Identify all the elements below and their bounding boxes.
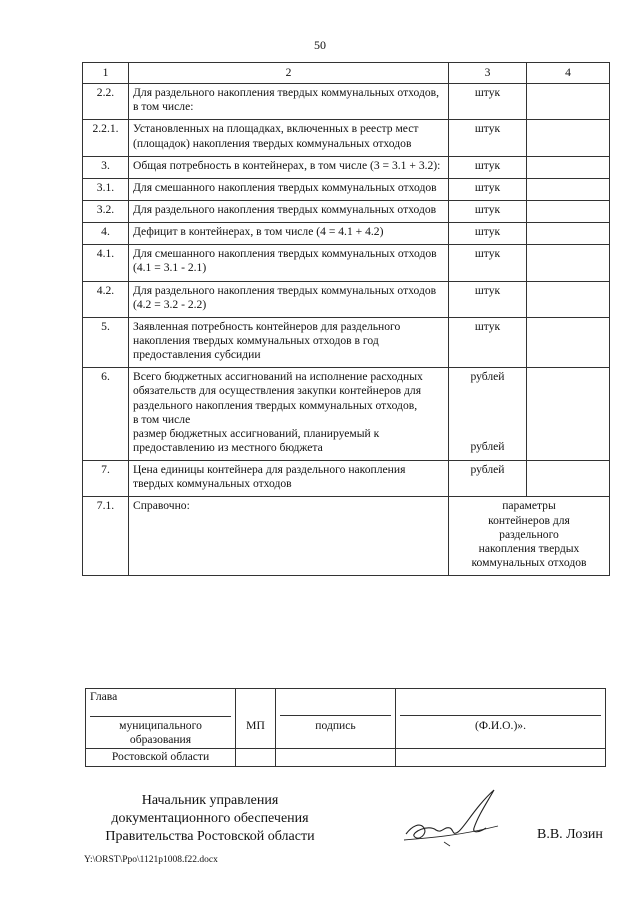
header-cell: 2 [129,63,449,84]
row-description: Для раздельного накопления твердых коммунальных отходов [129,200,449,222]
row-unit: штук [449,245,527,281]
position-title: Начальник управления документационного обеспечения Правительства Ростовской области [105,793,315,845]
table-header-row [83,63,610,84]
header-cell: 4 [527,63,610,84]
header-cell: 1 [83,63,129,84]
row-value [527,461,610,497]
mp-label: МП [236,718,276,749]
table-row-7 [83,461,610,497]
page-number: 50 [314,38,326,52]
row-value [527,120,610,156]
table-row [83,84,610,120]
table-row-7-1 [83,497,610,576]
row-description [129,368,449,461]
row-value [527,223,610,245]
glava-label: Глава [90,690,118,703]
row-value [527,281,610,317]
table-row-6 [83,368,610,461]
signature-table [85,688,606,767]
region-label: Ростовской области [86,749,236,766]
table-row [83,245,610,281]
row-unit [449,368,527,461]
row-value [527,317,610,367]
fio-underline [400,703,601,716]
row-number: 7. [83,461,129,497]
table-row [83,223,610,245]
container-parameters-cell [449,497,610,576]
row-number: 4.2. [83,281,129,317]
table-row [83,317,610,367]
row-description: Установленных на площадках, включенных в реестр мест (площадок) накопления твердых коммунальных отходов [129,120,449,156]
podpis-label: подпись [276,718,396,749]
table-row [83,200,610,222]
data-table [82,62,610,576]
row-value [527,245,610,281]
row-description: Справочно: [129,497,449,576]
glava-cell [86,689,236,719]
table-row [83,156,610,178]
row6-desc-total: Всего бюджетных ассигнований на исполнение расходных обязательств для осуществления закупки контейнеров для раздельного накопления твердых коммунальных отходов, [133,370,423,412]
row-value [527,156,610,178]
table-row [83,178,610,200]
row-description: Для смешанного накопления твердых коммунальных отходов (4.1 = 3.1 - 2.1) [129,245,449,281]
row-unit: штук [449,84,527,120]
glava-underline [90,704,231,717]
row-description: Заявленная потребность контейнеров для раздельного накопления твердых коммунальных отходов в год предоставления субсидии [129,317,449,367]
row-value [527,178,610,200]
row6-unit-local: рублей [470,440,505,454]
row-unit: штук [449,156,527,178]
header-cell: 3 [449,63,527,84]
row-number: 3. [83,156,129,178]
row-description: Дефицит в контейнерах, в том числе (4 = 4.1 + 4.2) [129,223,449,245]
municipal-label: муниципального образования [86,718,236,749]
row-description: Общая потребность в контейнерах, в том числе (3 = 3.1 + 3.2): [129,156,449,178]
handwritten-signature [398,786,518,856]
row-unit: штук [449,178,527,200]
signatory-name: В.В. Лозин [537,827,603,842]
row-number: 4. [83,223,129,245]
row-number: 3.2. [83,200,129,222]
row-value [527,84,610,120]
row-unit: штук [449,120,527,156]
fio-label: (Ф.И.О.)». [396,718,606,749]
row-unit: штук [449,200,527,222]
row-description: Для смешанного накопления твердых коммунальных отходов [129,178,449,200]
table-row [83,120,610,156]
row-unit: штук [449,223,527,245]
row-number: 7.1. [83,497,129,576]
row6-unit-total: рублей [470,370,505,384]
row-number: 5. [83,317,129,367]
row-description: Для раздельного накопления твердых коммунальных отходов (4.2 = 3.2 - 2.2) [129,281,449,317]
row-description: Для раздельного накопления твердых коммунальных отходов, в том числе: [129,84,449,120]
row-unit: штук [449,281,527,317]
file-path: Y:\ORST\Ppo\1121p1008.f22.docx [84,855,218,865]
row-value [527,368,610,461]
row-number: 3.1. [83,178,129,200]
row-number: 4.1. [83,245,129,281]
row6-desc-local-budget: размер бюджетных ассигнований, планируемый к предоставлению из местного бюджета [133,426,380,454]
row-unit: штук [449,317,527,367]
container-parameters-text: параметры контейнеров для раздельного накопления твердых коммунальных отходов [471,499,587,569]
row-value [527,200,610,222]
table-row [83,281,610,317]
row6-desc-including: в том числе [133,412,191,426]
row-description: Цена единицы контейнера для раздельного накопления твердых коммунальных отходов [129,461,449,497]
row-unit: рублей [449,461,527,497]
row-number: 6. [83,368,129,461]
row-number: 2.2. [83,84,129,120]
signature-underline [280,703,391,716]
row-number: 2.2.1. [83,120,129,156]
